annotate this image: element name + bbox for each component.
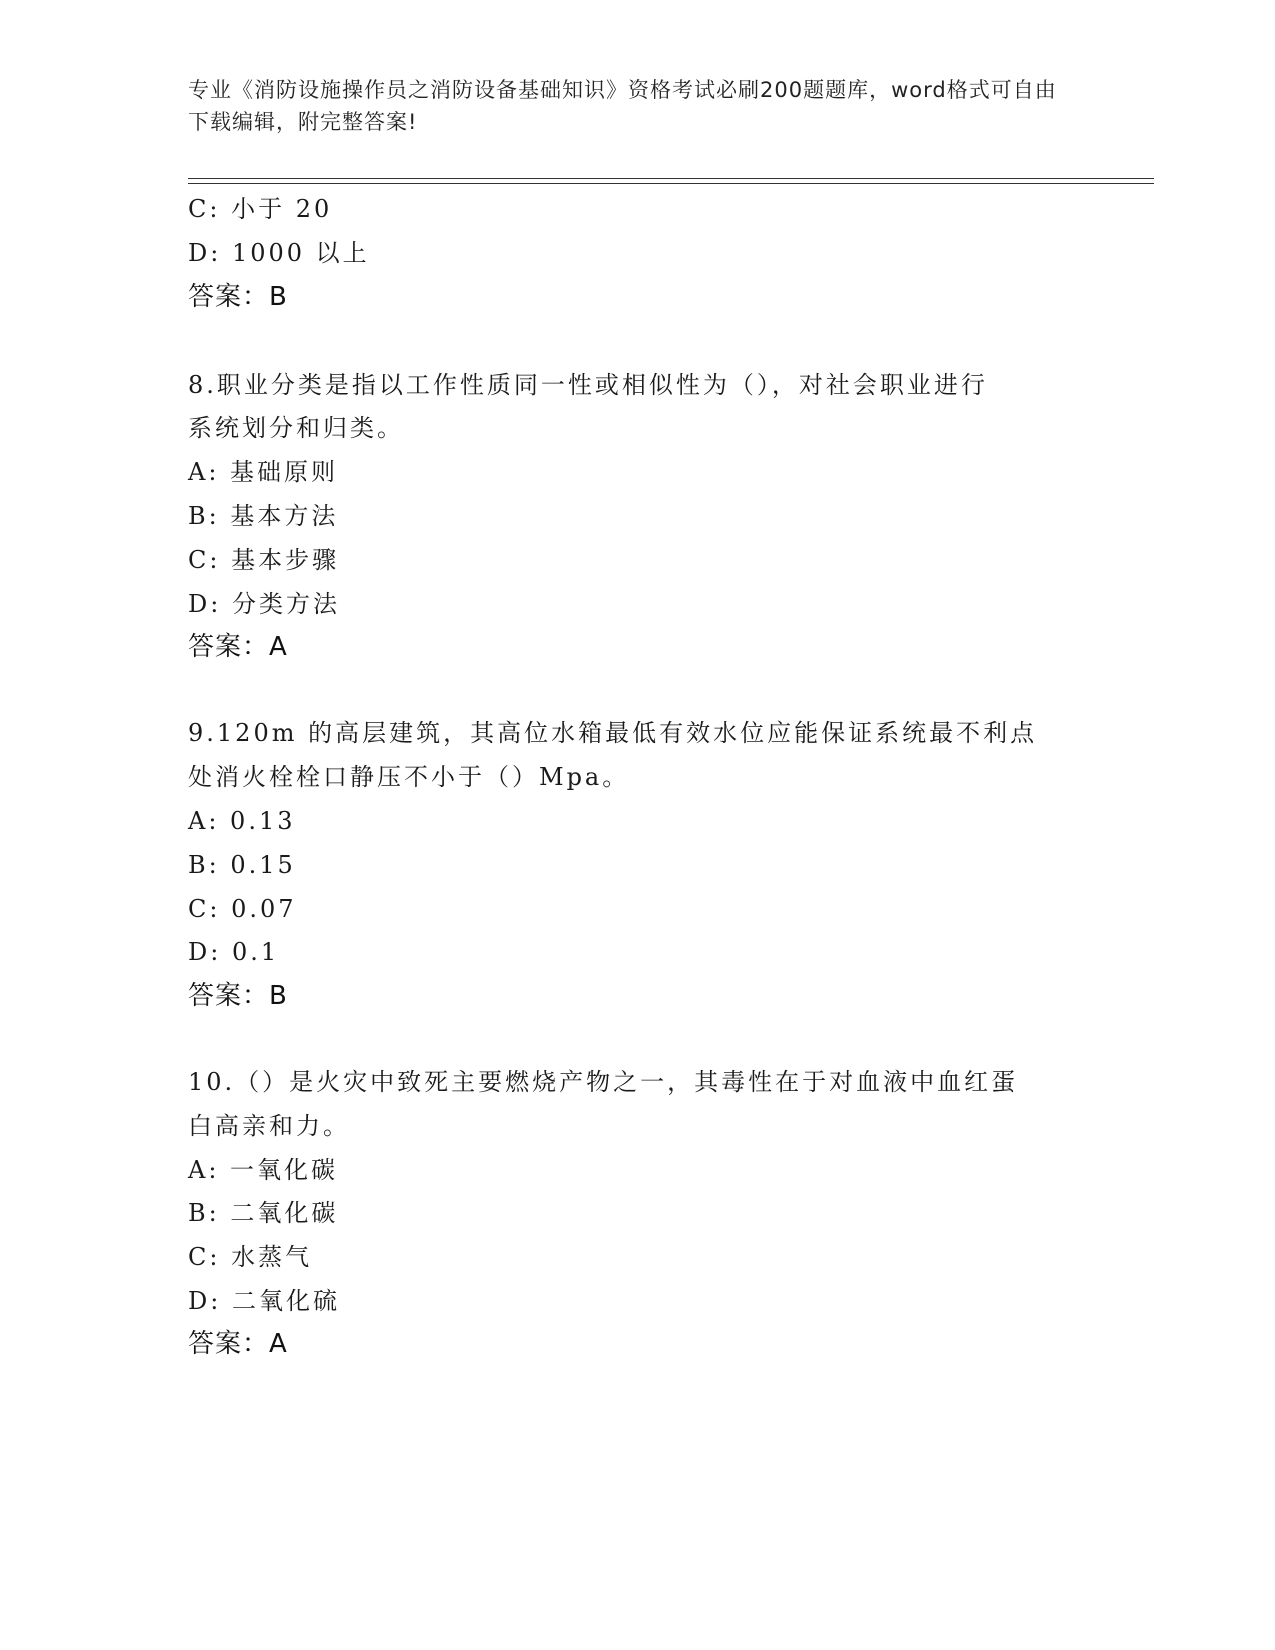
question-8-option-d: D: 分类方法 xyxy=(188,590,340,618)
header-divider-top xyxy=(188,178,1154,179)
question-9-stem-line-2: 处消火栓栓口静压不小于（）Mpa。 xyxy=(188,763,630,791)
question-8-answer: 答案：A xyxy=(188,632,288,662)
question-9-option-a: A: 0.13 xyxy=(188,807,296,835)
question-10-option-c: C: 水蒸气 xyxy=(188,1243,313,1271)
question-9-option-b: B: 0.15 xyxy=(188,851,296,879)
question-8-stem-line-1: 8.职业分类是指以工作性质同一性或相似性为（），对社会职业进行 xyxy=(188,371,988,399)
question-10-option-a: A: 一氧化碳 xyxy=(188,1156,339,1184)
question-8-option-b: B: 基本方法 xyxy=(188,502,339,530)
question-10-option-d: D: 二氧化硫 xyxy=(188,1287,340,1315)
question-10-stem-line-2: 白高亲和力。 xyxy=(188,1112,350,1140)
question-9-option-c: C: 0.07 xyxy=(188,895,297,923)
header-divider-bottom xyxy=(188,183,1154,184)
prev-question-option-d: D: 1000 以上 xyxy=(188,239,370,267)
question-8-option-a: A: 基础原则 xyxy=(188,458,339,486)
question-10-answer: 答案：A xyxy=(188,1329,288,1359)
question-8-stem-line-2: 系统划分和归类。 xyxy=(188,414,404,442)
question-10-option-b: B: 二氧化碳 xyxy=(188,1199,339,1227)
question-9-option-d: D: 0.1 xyxy=(188,938,280,966)
question-9-answer: 答案：B xyxy=(188,981,288,1011)
question-8-option-c: C: 基本步骤 xyxy=(188,546,340,574)
prev-question-option-c: C: 小于 20 xyxy=(188,195,333,223)
prev-question-answer: 答案：B xyxy=(188,282,288,312)
document-header: 专业《消防设施操作员之消防设备基础知识》资格考试必刷200题题库，word格式可自由下载编辑，附完整答案! xyxy=(188,78,1057,134)
question-10-stem-line-1: 10.（）是火灾中致死主要燃烧产物之一，其毒性在于对血液中血红蛋 xyxy=(188,1068,1019,1096)
question-9-stem-line-1: 9.120m 的高层建筑，其高位水箱最低有效水位应能保证系统最不利点 xyxy=(188,719,1038,747)
